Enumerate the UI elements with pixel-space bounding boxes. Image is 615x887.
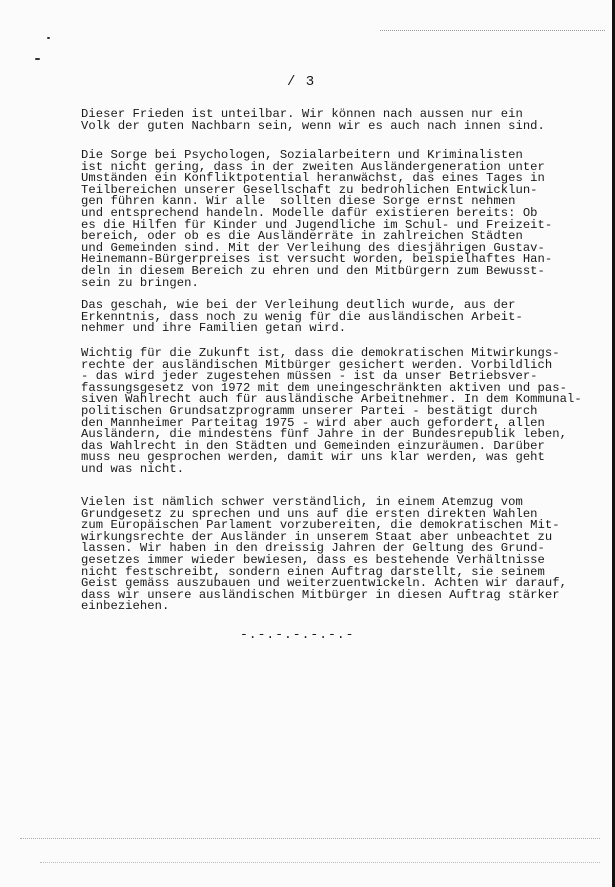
scan-edge-bottom <box>20 838 600 840</box>
end-mark: -.-.-.-.-.-.- <box>240 627 355 642</box>
scan-speck <box>47 37 50 39</box>
page-number: / 3 <box>287 74 316 90</box>
paragraph-2: Die Sorge bei Psychologen, Sozialarbeitern und Kriminalisten ist nicht gering, dass in der zweiten Ausländergeneration unter Umständen ein Konfliktpotential heranwächst, das eines Tages in Teilbereichen unserer Gesellschaft zu bedrohlichen Entwicklun- gen führen kann. Wir alle sollten diese Sorge ernst nehmen und entsprechend handeln. Modelle dafür existieren bereits: Ob es die Hilfen für Kinder und Jugendliche im Schul- und Freizeit- bereich, oder ob es die Ausländerräte in zahlreichen Städten und Gemeinden sind. Mit der Verleihung des diesjährigen Gustav- Heinemann-Bürgerpreises ist versucht worden, beispielhaftes Han- deln in diesem Bereich zu ehren und den Mitbürgern zum Bewusst- sein zu bringen. <box>81 148 553 290</box>
scan-speck <box>35 58 40 60</box>
paragraph-3: Das geschah, wie bei der Verleihung deutlich wurde, aus der Erkenntnis, dass noch zu wenig für die ausländischen Arbeit- nehmer und ihre Familien getan wird. <box>81 298 523 336</box>
scan-edge-bottom-lower <box>40 862 600 864</box>
paragraph-5: Vielen ist nämlich schwer verständlich, in einem Atemzug vom Grundgesetz zu sprechen und uns auf die ersten direkten Wahlen zum Europäischen Parlament vorzubereiten, die demokratischen Mit- wirkungsrechte der Ausländer in unserem Staat aber unbeachtet zu lassen. Wir haben in den dreissig Jahren der Geltung des Grund- gesetzes immer wieder bewiesen, dass es bestehende Verhältnisse nicht festschreibt, sondern einen Auftrag darstellt, sie seinem Geist gemäss auszubauen und weiterzuentwickeln. Achten wir darauf, dass wir unsere ausländischen Mitbürger in diesen Auftrag stärker einbeziehen. <box>81 495 568 614</box>
paragraph-1: Dieser Frieden ist unteilbar. Wir können nach aussen nur ein Volk der guten Nachbarn sein, wenn wir es auch nach innen sind. <box>81 107 545 133</box>
paragraph-4: Wichtig für die Zukunft ist, dass die demokratischen Mitwirkungs- rechte der ausländischen Mitbürger gesichert werden. Vorbildlich - das wird jeder zugestehen müssen - ist da unser Betriebsver- fassungsgesetz von 1972 mit dem uneingeschränkten aktiven und pas- siven Wahlrecht auch für ausländische Arbeitnehmer. In dem Kommunal- politischen Grundsatzprogramm unserer Partei - bestätigt durch den Mannheimer Parteitag 1975 - wird aber auch gefordert, allen Ausländern, die mindestens fünf Jahre in der Bundesrepublik leben, das Wahlrecht in den Städten und Gemeinden einzuräumen. Darüber muss neu gesprochen werden, damit wir uns klar werden, was geht und was nicht. <box>81 346 582 476</box>
scan-edge-top <box>380 30 605 32</box>
